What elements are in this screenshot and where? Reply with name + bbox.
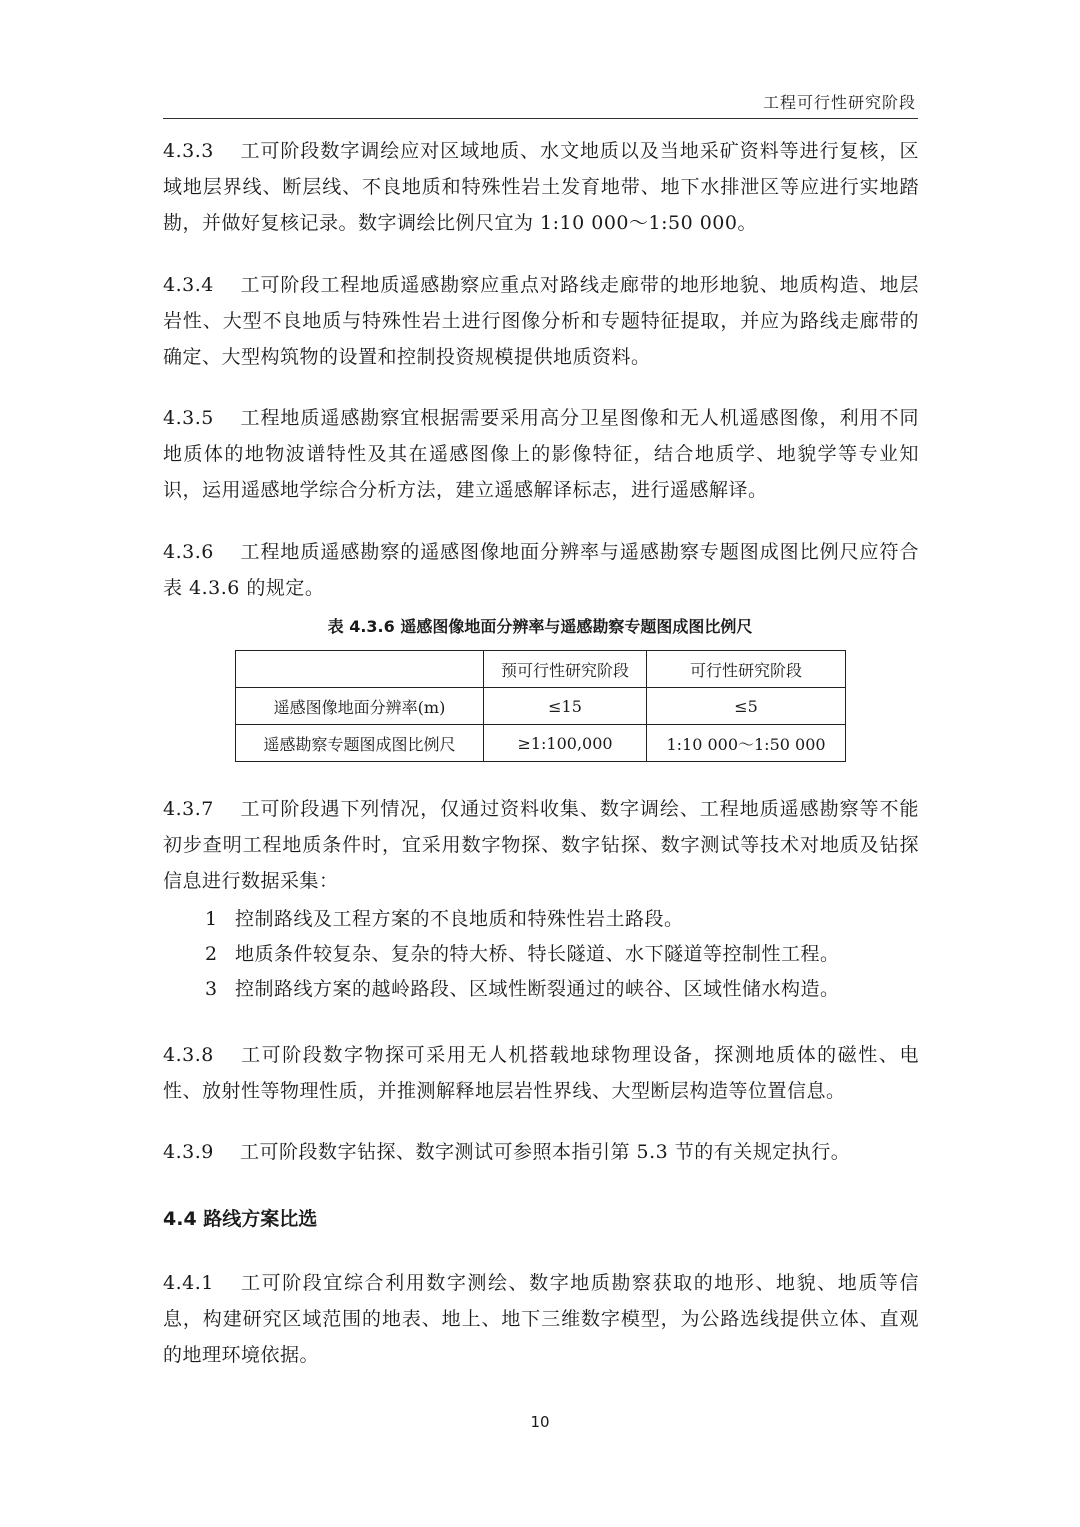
table-header-row — [236, 651, 846, 688]
clause-4-3-3 — [163, 133, 919, 241]
clause-number: 4.3.4 — [163, 274, 214, 296]
clause-4-3-7 — [163, 791, 919, 899]
table-row — [236, 725, 846, 762]
clause-text: 工可阶段数字钻探、数字测试可参照本指引第 5.3 节的有关规定执行。 — [240, 1141, 851, 1163]
clause-4-4-1 — [163, 1265, 919, 1373]
clause-number: 4.3.9 — [163, 1141, 214, 1163]
clause-4-3-5 — [163, 400, 919, 508]
table-header-cell: 可行性研究阶段 — [647, 651, 846, 688]
clause-number: 4.3.7 — [163, 798, 214, 820]
clause-number: 4.3.5 — [163, 407, 214, 429]
table-header-cell: 预可行性研究阶段 — [484, 651, 647, 688]
clause-number: 4.3.8 — [163, 1044, 214, 1066]
list-item-number: 1 — [205, 908, 218, 930]
list-item-text: 地质条件较复杂、复杂的特大桥、特长隧道、水下隧道等控制性工程。 — [235, 943, 840, 965]
clause-text: 工程地质遥感勘察宜根据需要采用高分卫星图像和无人机遥感图像，利用不同地质体的地物波谱特性及其在遥感图像上的影像特征，结合地质学、地貌学等专业知识，运用遥感地学综合分析方法，建立遥感解译标志，进行遥感解译。 — [163, 407, 919, 501]
clause-text: 工可阶段数字调绘应对区域地质、水文地质以及当地采矿资料等进行复核，区域地层界线、断层线、不良地质和特殊性岩土发育地带、地下水排泄区等应进行实地踏勘，并做好复核记录。数字调绘比例尺宜为 1:10 000～1:50 000。 — [163, 140, 919, 234]
list-item-text: 控制路线及工程方案的不良地质和特殊性岩土路段。 — [235, 908, 684, 930]
clause-number: 4.4.1 — [163, 1272, 214, 1294]
clause-4-3-4 — [163, 267, 919, 375]
clause-text: 工可阶段数字物探可采用无人机搭载地球物理设备，探测地质体的磁性、电性、放射性等物理性质，并推测解释地层岩性界线、大型断层构造等位置信息。 — [163, 1044, 919, 1102]
clause-number: 4.3.3 — [163, 140, 214, 162]
running-header: 工程可行性研究阶段 — [762, 93, 916, 112]
section-title: 路线方案比选 — [203, 1208, 318, 1230]
list-item — [205, 902, 684, 936]
clause-text: 工可阶段遇下列情况，仅通过资料收集、数字调绘、工程地质遥感勘察等不能初步查明工程地质条件时，宜采用数字物探、数字钻探、数字测试等技术对地质及钻探信息进行数据采集： — [163, 798, 919, 892]
table-cell: 1:10 000～1:50 000 — [647, 725, 846, 762]
table-cell: ≤15 — [484, 688, 647, 725]
clause-number: 4.3.6 — [163, 541, 214, 563]
table-caption: 表 4.3.6 遥感图像地面分辨率与遥感勘察专题图成图比例尺 — [327, 617, 753, 636]
clause-4-3-9 — [163, 1134, 919, 1170]
list-item-number: 3 — [205, 978, 218, 1000]
table-cell: ≤5 — [647, 688, 846, 725]
clause-text: 工程地质遥感勘察的遥感图像地面分辨率与遥感勘察专题图成图比例尺应符合表 4.3.6 的规定。 — [163, 541, 919, 599]
clause-4-3-8 — [163, 1037, 919, 1109]
table-header-cell — [236, 651, 484, 688]
list-item-number: 2 — [205, 943, 218, 965]
table-cell: ≥1:100,000 — [484, 725, 647, 762]
header-rule — [163, 118, 918, 119]
resolution-scale-table — [235, 650, 846, 762]
section-heading — [163, 1204, 317, 1231]
clause-text: 工可阶段工程地质遥感勘察应重点对路线走廊带的地形地貌、地质构造、地层岩性、大型不良地质与特殊性岩土进行图像分析和专题特征提取，并应为路线走廊带的确定、大型构筑物的设置和控制投资规模提供地质资料。 — [163, 274, 919, 368]
list-item-text: 控制路线方案的越岭路段、区域性断裂通过的峡谷、区域性储水构造。 — [235, 978, 840, 1000]
table-row — [236, 688, 846, 725]
section-number: 4.4 — [163, 1208, 197, 1230]
list-item — [205, 937, 840, 971]
page-number: 10 — [530, 1413, 550, 1431]
clause-4-3-6 — [163, 534, 919, 606]
table-cell: 遥感勘察专题图成图比例尺 — [236, 725, 484, 762]
clause-text: 工可阶段宜综合利用数字测绘、数字地质勘察获取的地形、地貌、地质等信息，构建研究区域范围的地表、地上、地下三维数字模型，为公路选线提供立体、直观的地理环境依据。 — [163, 1272, 919, 1366]
table-cell: 遥感图像地面分辨率(m) — [236, 688, 484, 725]
list-item — [205, 972, 840, 1006]
